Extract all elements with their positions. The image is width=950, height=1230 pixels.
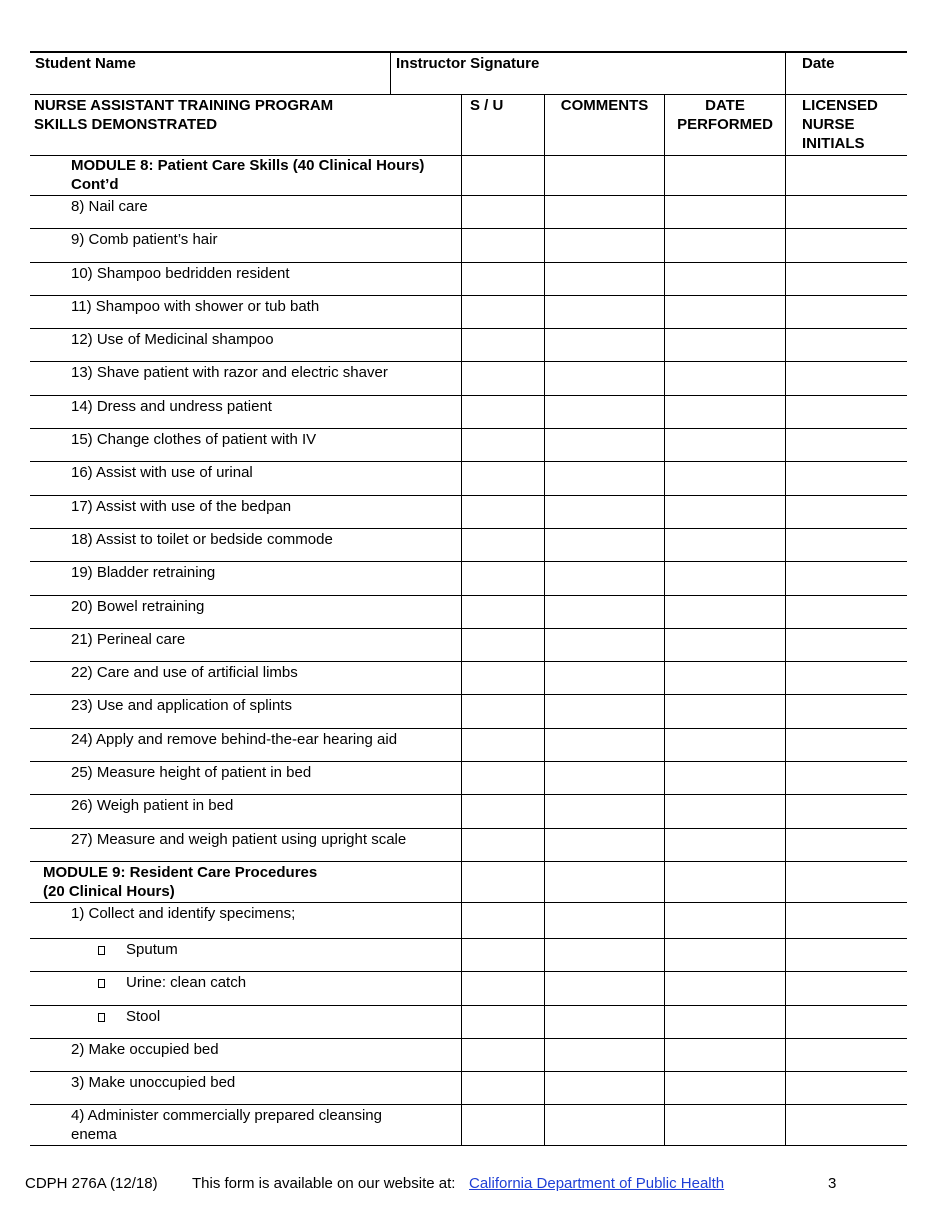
- comments-cell[interactable]: [544, 296, 664, 328]
- skill-row: [30, 629, 907, 662]
- skill-label: 10) Shampoo bedridden resident: [71, 264, 290, 282]
- comments-cell[interactable]: [544, 562, 664, 594]
- su-cell[interactable]: [461, 462, 544, 494]
- initials-cell[interactable]: [785, 229, 907, 261]
- initials-cell[interactable]: [785, 396, 907, 428]
- specimen-label: Urine: clean catch: [126, 974, 247, 992]
- su-column-header: S / U: [461, 95, 544, 155]
- initials-cell[interactable]: [785, 939, 907, 971]
- su-cell[interactable]: [461, 196, 544, 228]
- skill-row: [30, 529, 907, 562]
- su-cell[interactable]: [461, 296, 544, 328]
- initials-cell[interactable]: [785, 1072, 907, 1104]
- comments-cell[interactable]: [544, 396, 664, 428]
- skill-label: 22) Care and use of artificial limbs: [71, 664, 298, 682]
- initials-cell[interactable]: [785, 862, 907, 902]
- comments-cell[interactable]: [544, 196, 664, 228]
- date-performed-cell[interactable]: [664, 795, 785, 827]
- initials-cell[interactable]: [785, 729, 907, 761]
- specimen-items: [30, 939, 907, 1039]
- date-performed-cell[interactable]: [664, 762, 785, 794]
- skill-row: [30, 662, 907, 695]
- page-number: 3: [828, 1175, 837, 1192]
- skill-label: 15) Change clothes of patient with IV: [71, 431, 317, 449]
- comments-cell[interactable]: [544, 1039, 664, 1071]
- skill-row: [30, 296, 907, 329]
- cdph-website-link[interactable]: California Department of Public Health: [469, 1175, 725, 1192]
- date-performed-cell[interactable]: [664, 329, 785, 361]
- module-9-title: MODULE 9: Resident Care Procedures (20 Clinical Hours): [43, 863, 318, 900]
- su-cell[interactable]: [461, 562, 544, 594]
- initials-cell[interactable]: [785, 462, 907, 494]
- comments-cell[interactable]: [544, 1105, 664, 1145]
- column-header-row: [30, 95, 907, 156]
- comments-cell[interactable]: [544, 329, 664, 361]
- su-cell[interactable]: [461, 662, 544, 694]
- skills-column-header: NURSE ASSISTANT TRAINING PROGRAM SKILLS DEMONSTRATED: [34, 97, 334, 133]
- initials-cell[interactable]: [785, 629, 907, 661]
- date-performed-cell[interactable]: [664, 695, 785, 727]
- comments-cell[interactable]: [544, 263, 664, 295]
- comments-cell[interactable]: [544, 429, 664, 461]
- skill-label: 18) Assist to toilet or bedside commode: [71, 530, 333, 548]
- student-name-label: Student Name: [35, 55, 136, 72]
- comments-cell[interactable]: [544, 795, 664, 827]
- su-cell[interactable]: [461, 1072, 544, 1104]
- skill-row: [30, 462, 907, 495]
- comments-cell[interactable]: [544, 1072, 664, 1104]
- su-cell[interactable]: [461, 229, 544, 261]
- form-header: [30, 51, 907, 95]
- initials-cell[interactable]: [785, 156, 907, 195]
- comments-cell[interactable]: [544, 662, 664, 694]
- initials-cell[interactable]: [785, 972, 907, 1004]
- comments-cell[interactable]: [544, 972, 664, 1004]
- date-performed-cell[interactable]: [664, 362, 785, 394]
- skill-row: [30, 496, 907, 529]
- su-cell[interactable]: [461, 972, 544, 1004]
- initials-cell[interactable]: [785, 196, 907, 228]
- comments-cell[interactable]: [544, 762, 664, 794]
- comments-column-header: COMMENTS: [544, 95, 664, 155]
- skill-label: 1) Collect and identify specimens;: [71, 904, 296, 922]
- date-field[interactable]: [786, 53, 907, 94]
- skills-table: [30, 95, 907, 1146]
- date-performed-cell[interactable]: [664, 529, 785, 561]
- skill-label: 14) Dress and undress patient: [71, 397, 272, 415]
- su-cell[interactable]: [461, 362, 544, 394]
- skill-label: 24) Apply and remove behind-the-ear hearing aid: [71, 730, 398, 748]
- date-performed-cell[interactable]: [664, 296, 785, 328]
- skill-label: 27) Measure and weigh patient using upright scale: [71, 830, 407, 848]
- date-performed-cell[interactable]: [664, 903, 785, 938]
- specimen-row: [30, 1006, 907, 1039]
- comments-cell[interactable]: [544, 229, 664, 261]
- date-performed-cell[interactable]: [664, 629, 785, 661]
- date-performed-cell[interactable]: [664, 462, 785, 494]
- skill-row: [30, 829, 907, 862]
- su-cell[interactable]: [461, 496, 544, 528]
- su-cell[interactable]: [461, 1006, 544, 1038]
- specimen-label: Sputum: [126, 940, 178, 958]
- skill-row: [30, 396, 907, 429]
- su-cell[interactable]: [461, 329, 544, 361]
- skill-label: 12) Use of Medicinal shampoo: [71, 331, 274, 349]
- module-9-header-row: [30, 862, 907, 903]
- su-cell[interactable]: [461, 529, 544, 561]
- date-performed-cell[interactable]: [664, 972, 785, 1004]
- su-cell[interactable]: [461, 762, 544, 794]
- date-performed-cell[interactable]: [664, 829, 785, 861]
- skill-row: [30, 429, 907, 462]
- comments-cell[interactable]: [544, 939, 664, 971]
- date-performed-cell[interactable]: [664, 596, 785, 628]
- su-cell[interactable]: [461, 596, 544, 628]
- instructor-signature-field[interactable]: [391, 53, 785, 94]
- initials-cell[interactable]: [785, 496, 907, 528]
- module-8-header-row: [30, 156, 907, 196]
- skill-row: [30, 196, 907, 229]
- skill-label: 17) Assist with use of the bedpan: [71, 497, 292, 515]
- date-label: Date: [802, 55, 835, 72]
- instructor-signature-label: Instructor Signature: [396, 55, 540, 72]
- comments-cell[interactable]: [544, 156, 664, 195]
- su-cell[interactable]: [461, 263, 544, 295]
- form-id: CDPH 276A (12/18): [25, 1175, 158, 1192]
- initials-cell[interactable]: [785, 1105, 907, 1145]
- initials-cell[interactable]: [785, 529, 907, 561]
- initials-cell[interactable]: [785, 1039, 907, 1071]
- square-bullet-icon: [98, 1013, 105, 1022]
- initials-cell[interactable]: [785, 362, 907, 394]
- skill-row: [30, 596, 907, 629]
- module-8-items: [30, 196, 907, 862]
- date-performed-cell[interactable]: [664, 939, 785, 971]
- specimen-cell: [30, 1006, 461, 1038]
- comments-cell[interactable]: [544, 829, 664, 861]
- initials-cell[interactable]: [785, 263, 907, 295]
- su-cell[interactable]: [461, 903, 544, 938]
- su-cell[interactable]: [461, 862, 544, 902]
- comments-cell[interactable]: [544, 729, 664, 761]
- skill-label: 3) Make unoccupied bed: [71, 1074, 236, 1092]
- skill-row: [30, 903, 907, 939]
- date-performed-cell[interactable]: [664, 562, 785, 594]
- initials-cell[interactable]: [785, 762, 907, 794]
- skill-row: [30, 562, 907, 595]
- specimen-cell: [30, 939, 461, 971]
- date-performed-cell[interactable]: [664, 156, 785, 195]
- skill-label: 26) Weigh patient in bed: [71, 797, 234, 815]
- skill-label: 16) Assist with use of urinal: [71, 464, 253, 482]
- skill-row: [30, 795, 907, 828]
- square-bullet-icon: [98, 946, 105, 955]
- su-cell[interactable]: [461, 829, 544, 861]
- date-performed-column-header: DATE PERFORMED: [664, 95, 785, 155]
- skill-row: [30, 1039, 907, 1072]
- skill-row: [30, 762, 907, 795]
- su-cell[interactable]: [461, 1039, 544, 1071]
- date-performed-cell[interactable]: [664, 229, 785, 261]
- initials-cell[interactable]: [785, 296, 907, 328]
- comments-cell[interactable]: [544, 462, 664, 494]
- date-performed-cell[interactable]: [664, 662, 785, 694]
- comments-cell[interactable]: [544, 629, 664, 661]
- date-performed-cell[interactable]: [664, 1039, 785, 1071]
- skill-label: 13) Shave patient with razor and electric shaver: [71, 364, 388, 382]
- square-bullet-icon: [98, 979, 105, 988]
- skill-row: [30, 1072, 907, 1105]
- comments-cell[interactable]: [544, 1006, 664, 1038]
- skill-label: 8) Nail care: [71, 198, 148, 215]
- date-performed-cell[interactable]: [664, 862, 785, 902]
- skill-label: 11) Shampoo with shower or tub bath: [71, 297, 320, 315]
- date-performed-cell[interactable]: [664, 729, 785, 761]
- su-cell[interactable]: [461, 939, 544, 971]
- licensed-nurse-initials-column-header: LICENSED NURSE INITIALS: [785, 95, 907, 155]
- skill-label: 20) Bowel retraining: [71, 597, 205, 615]
- date-performed-cell[interactable]: [664, 1072, 785, 1104]
- date-performed-cell[interactable]: [664, 496, 785, 528]
- skill-row: [30, 362, 907, 395]
- skill-row: [30, 329, 907, 362]
- date-performed-cell[interactable]: [664, 429, 785, 461]
- comments-cell[interactable]: [544, 862, 664, 902]
- su-cell[interactable]: [461, 729, 544, 761]
- skill-label: 9) Comb patient’s hair: [71, 231, 218, 249]
- initials-cell[interactable]: [785, 562, 907, 594]
- su-cell[interactable]: [461, 629, 544, 661]
- initials-cell[interactable]: [785, 795, 907, 827]
- initials-cell[interactable]: [785, 329, 907, 361]
- su-cell[interactable]: [461, 1105, 544, 1145]
- su-cell[interactable]: [461, 695, 544, 727]
- date-performed-cell[interactable]: [664, 396, 785, 428]
- skill-label: 2) Make occupied bed: [71, 1040, 219, 1058]
- specimen-row: [30, 939, 907, 972]
- su-cell[interactable]: [461, 156, 544, 195]
- comments-cell[interactable]: [544, 362, 664, 394]
- su-cell[interactable]: [461, 429, 544, 461]
- date-performed-cell[interactable]: [664, 263, 785, 295]
- su-cell[interactable]: [461, 795, 544, 827]
- student-name-field[interactable]: [30, 53, 390, 94]
- date-performed-cell[interactable]: [664, 1105, 785, 1145]
- date-performed-cell[interactable]: [664, 1006, 785, 1038]
- initials-cell[interactable]: [785, 429, 907, 461]
- comments-cell[interactable]: [544, 496, 664, 528]
- specimen-label: Stool: [126, 1007, 161, 1025]
- comments-cell[interactable]: [544, 903, 664, 938]
- initials-cell[interactable]: [785, 695, 907, 727]
- skill-row: [30, 695, 907, 728]
- availability-text: This form is available on our website at:: [192, 1175, 456, 1192]
- skill-row: [30, 729, 907, 762]
- skill-label: 4) Administer commercially prepared cleansing enema: [71, 1107, 382, 1144]
- module-8-title: MODULE 8: Patient Care Skills (40 Clinical Hours) Cont’d: [71, 157, 425, 193]
- initials-cell[interactable]: [785, 903, 907, 938]
- skill-row: [30, 229, 907, 262]
- initials-cell[interactable]: [785, 662, 907, 694]
- initials-cell[interactable]: [785, 596, 907, 628]
- comments-cell[interactable]: [544, 529, 664, 561]
- date-performed-cell[interactable]: [664, 196, 785, 228]
- su-cell[interactable]: [461, 396, 544, 428]
- skill-label: 25) Measure height of patient in bed: [71, 764, 312, 782]
- skill-row: [30, 1105, 907, 1146]
- skill-label: 21) Perineal care: [71, 630, 186, 648]
- skill-row: [30, 263, 907, 296]
- skill-label: 19) Bladder retraining: [71, 564, 216, 582]
- comments-cell[interactable]: [544, 695, 664, 727]
- skill-label: 23) Use and application of splints: [71, 697, 292, 715]
- initials-cell[interactable]: [785, 829, 907, 861]
- specimen-row: [30, 972, 907, 1005]
- initials-cell[interactable]: [785, 1006, 907, 1038]
- specimen-cell: [30, 972, 461, 1004]
- comments-cell[interactable]: [544, 596, 664, 628]
